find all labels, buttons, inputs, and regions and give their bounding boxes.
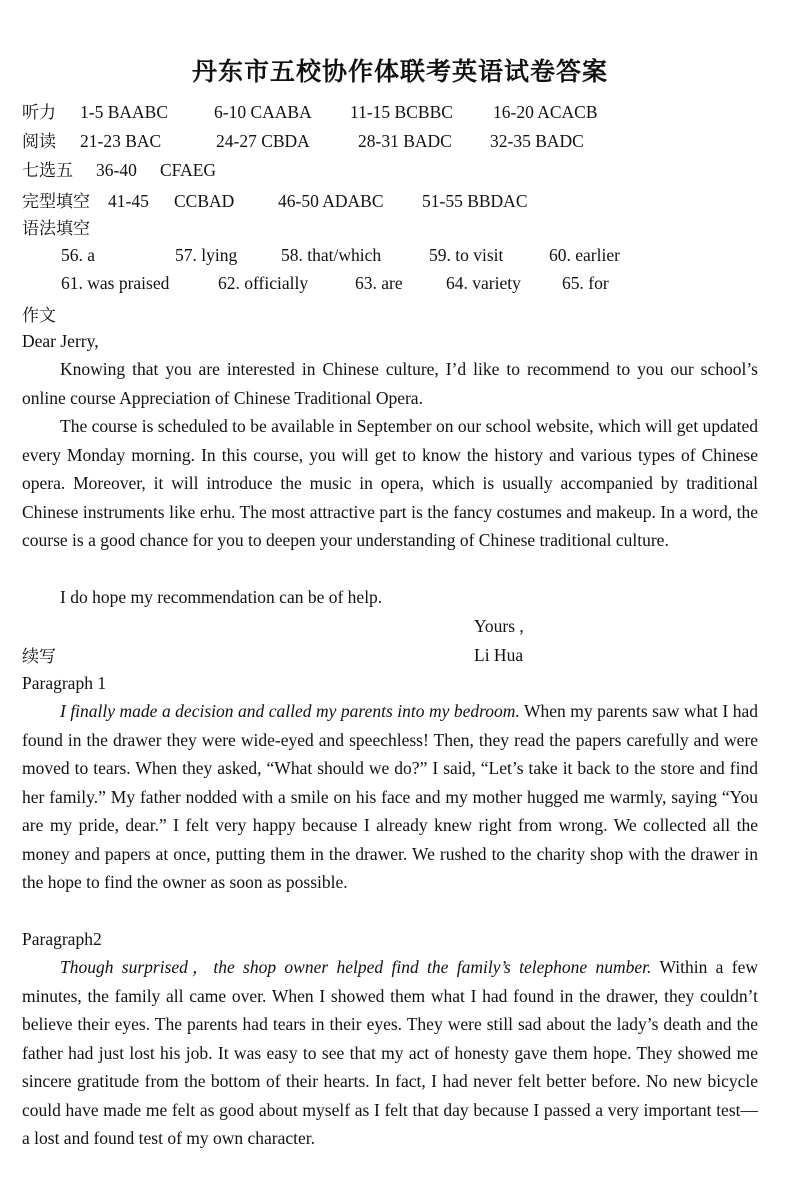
letter-paragraph-1: Knowing that you are interested in Chinese culture, I’d like to recommend to you our school’s online course Appreciation of Chinese Traditional Opera.	[22, 359, 758, 408]
continuation-paragraph-2	[22, 953, 758, 1153]
answer-group: 6-10 CAABA	[214, 102, 312, 122]
paragraph-2-heading: Paragraph2	[22, 929, 102, 949]
paragraph-1-heading: Paragraph 1	[22, 673, 107, 693]
answer-item: 61. was praised	[61, 273, 170, 293]
answer-group: 16-20 ACACB	[493, 102, 598, 122]
answer-item: 56. a	[61, 245, 96, 265]
answer-item: 63. are	[355, 273, 403, 293]
answer-group: 41-45	[108, 191, 149, 211]
answer-item: 62. officially	[218, 273, 309, 293]
listening-answers	[22, 98, 598, 123]
grammar-answers-row-2	[61, 273, 609, 294]
paragraph-1-lead-sentence: I finally made a decision and called my parents into my bedroom.	[60, 701, 520, 721]
reading-label: 阅读	[22, 132, 56, 152]
grammar-answers-row-1	[61, 245, 620, 266]
answer-item: 65. for	[562, 273, 609, 293]
paragraph-2-body: Within a few minutes, the family all came over. When I showed them what I had found in the drawer, they couldn’t believe their eyes. The parents had tears in their eyes. They were still sad about the lady’s death and the father had just lost his job. It was easy to see that my act of honesty gave them hope. They showed me sincere gratitude from the bottom of their hearts. In fact, I had never felt better before. No new bicycle could have made me felt as good about myself as I felt that day because I passed a very important test—a lost and found test of my own character.	[22, 957, 759, 1148]
answer-group: 32-35 BADC	[490, 131, 584, 151]
answer-group: 51-55 BBDAC	[422, 191, 528, 211]
page-title: 丹东市五校协作体联考英语试卷答案	[191, 57, 608, 86]
answer-group: 11-15 BCBBC	[350, 102, 453, 122]
answer-item: 60. earlier	[549, 245, 620, 265]
answer-group: CFAEG	[160, 160, 217, 180]
answer-group: 36-40	[96, 160, 137, 180]
answer-item: 64. variety	[446, 273, 521, 293]
answer-item: 57. lying	[175, 245, 238, 265]
answer-group: 21-23 BAC	[80, 131, 162, 151]
answer-item: 59. to visit	[429, 245, 504, 265]
answer-item: 58. that/which	[281, 245, 382, 265]
letter-signature: Li Hua	[474, 645, 524, 665]
cloze-answers	[22, 187, 528, 212]
writing-label: 作文	[22, 306, 56, 326]
letter-paragraph-2: The course is scheduled to be available in September on our school website, which will get updated every Monday morning. In this course, you will get to know the history and various types of Chinese opera. Moreover, it will introduce the music in opera, which is usually accompanied by traditional Chinese instruments like erhu. The most attractive part is the fancy costumes and makeup. In a word, the course is a good chance for you to deepen your understanding of Chinese traditional culture.	[22, 416, 758, 550]
answer-group: 24-27 CBDA	[216, 131, 310, 151]
letter-salutation: Dear Jerry,	[22, 331, 99, 351]
seven-five-label: 七选五	[22, 161, 73, 181]
seven-five-answers	[22, 156, 216, 181]
answer-group: 1-5 BAABC	[80, 102, 168, 122]
reading-answers	[22, 127, 584, 152]
answer-group: 28-31 BADC	[358, 131, 452, 151]
answer-group: CCBAD	[174, 191, 235, 211]
answer-group: 46-50 ADABC	[278, 191, 384, 211]
continuation-label: 续写	[22, 647, 56, 667]
continuation-paragraph-1	[22, 697, 758, 897]
paragraph-2-lead-sentence: Though surprised，the shop owner helped find the family’s telephone number.	[60, 957, 652, 977]
cloze-label: 完型填空	[22, 192, 90, 212]
letter-paragraph-3: I do hope my recommendation can be of help.	[60, 587, 383, 607]
grammar-label: 语法填空	[22, 219, 90, 239]
letter-closing: Yours ,	[474, 616, 524, 636]
paragraph-1-body: When my parents saw what I had found in the drawer they were wide-eyed and speechless! Then, they read the papers carefully and were moved to tears. When they asked, “What should we do?” I said, “Let’s take it back to the store and find her family.” My father nodded with a smile on his face and my mother hugged me warmly, saying “You are my pride, dear.” I felt very happy because I already knew right from wrong. We collected all the money and papers at once, putting them in the drawer. We rushed to the charity shop with the drawer in the hope to find the owner as soon as possible.	[22, 701, 758, 892]
listening-label: 听力	[22, 103, 56, 123]
